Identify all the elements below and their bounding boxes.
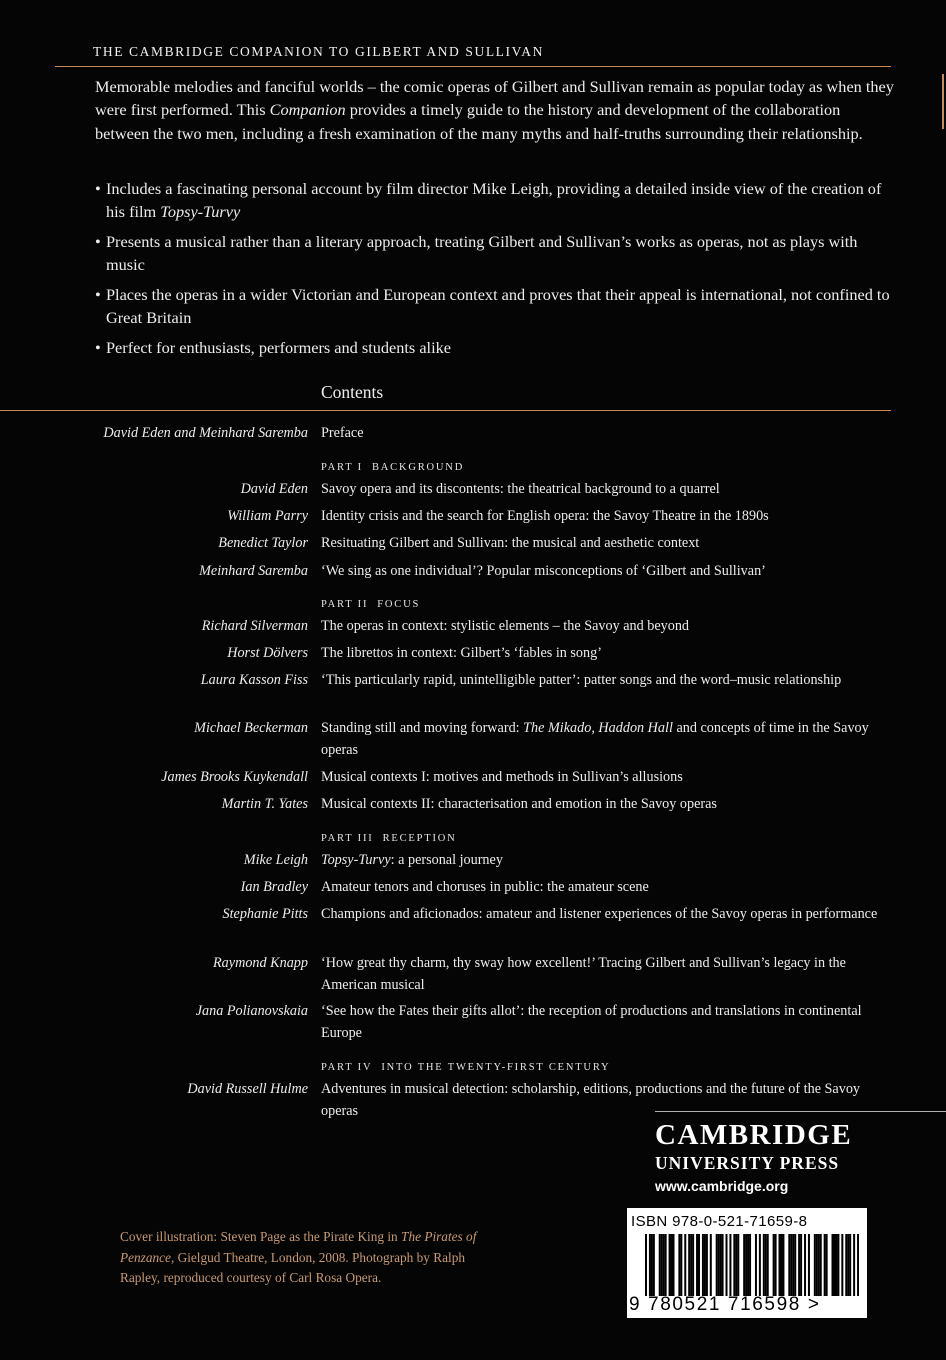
barcode-bar [849, 1234, 851, 1296]
spine-edge-mark [942, 74, 944, 129]
feature-item [95, 177, 895, 224]
barcode-bar [729, 1234, 731, 1296]
barcode-bar [767, 1234, 769, 1296]
barcode-bar [684, 1234, 686, 1296]
bullet-icon: • [95, 285, 101, 305]
part-name: INTO THE TWENTY-FIRST CENTURY [381, 1062, 611, 1073]
barcode-bar [690, 1234, 692, 1296]
barcode-bar [845, 1234, 847, 1296]
part-name: BACKGROUND [371, 462, 465, 473]
barcode-bar [688, 1234, 690, 1296]
barcode-bar [651, 1234, 653, 1296]
barcode-bar [837, 1234, 839, 1296]
part-number: PART I [321, 462, 363, 473]
toc-author: Stephanie Pitts [222, 906, 308, 922]
barcode-digits [629, 1294, 821, 1316]
description-text: provides a timely guide to the history and development of the collaboration between the two men, including a fresh examination of the many myths and half-truths surrounding their relationship. [95, 100, 863, 143]
barcode-bar [847, 1234, 849, 1296]
toc-author: Mike Leigh [243, 852, 308, 868]
barcode-bar [696, 1234, 698, 1296]
text-run: Musical contexts II: characterisation and emotion in the Savoy operas [321, 796, 717, 812]
description-paragraph [95, 75, 895, 145]
feature-item [95, 230, 895, 277]
description-emphasis: Companion [269, 100, 346, 120]
barcode-bar [763, 1234, 765, 1296]
barcode-bar [775, 1234, 777, 1296]
barcode-bar [790, 1234, 792, 1296]
barcode-bar [818, 1234, 820, 1296]
barcode-end-mark: > [807, 1294, 821, 1315]
toc-title [321, 1078, 886, 1122]
description-text: Memorable melodies and fanciful worlds – the comic operas of Gilbert and Sullivan remain as popular today as when they were first performed. This [95, 77, 894, 120]
part-heading [321, 1062, 610, 1073]
barcode-bar [800, 1234, 802, 1296]
toc-title [321, 1000, 886, 1044]
toc-title [321, 876, 886, 898]
barcode-bar [832, 1234, 834, 1296]
toc-title [321, 478, 886, 500]
toc-title [321, 952, 886, 996]
barcode-bar [669, 1234, 671, 1296]
barcode-bar [718, 1234, 720, 1296]
barcode-bar [792, 1234, 794, 1296]
barcode-bar [798, 1234, 800, 1296]
toc-author: Richard Silverman [201, 618, 308, 634]
feature-list [95, 177, 895, 366]
barcode-bar [645, 1234, 647, 1296]
barcode-bar [857, 1234, 859, 1296]
text-emphasis: The Mikado, Haddon Hall [523, 720, 673, 736]
text-emphasis: Topsy-Turvy [321, 852, 391, 868]
toc-title [321, 849, 886, 871]
toc-author: Jana Polianovskaia [195, 1003, 308, 1019]
toc-author: James Brooks Kuykendall [161, 769, 308, 785]
text-run: Identity crisis and the search for English opera: the Savoy Theatre in the 1890s [321, 508, 769, 524]
toc-title [321, 793, 886, 815]
toc-author: David Russell Hulme [187, 1081, 308, 1097]
barcode-bar [678, 1234, 680, 1296]
barcode-bar [814, 1234, 816, 1296]
toc-author: Martin T. Yates [221, 796, 308, 812]
barcode-bar [779, 1234, 781, 1296]
part-heading [321, 833, 457, 844]
part-number: PART II [321, 599, 369, 610]
barcode-bar [782, 1234, 784, 1296]
text-run: Preface [321, 425, 364, 441]
bullet-icon: • [95, 338, 101, 358]
barcode-bar [816, 1234, 818, 1296]
barcode-bar [716, 1234, 718, 1296]
text-run: ‘This particularly rapid, unintelligible patter’: patter songs and the word–music relationship [321, 672, 842, 688]
text-run: Musical contexts I: motives and methods in Sullivan’s allusions [321, 769, 683, 785]
barcode-bar [692, 1234, 694, 1296]
barcode-bar [794, 1234, 796, 1296]
toc-author: Laura Kasson Fiss [200, 672, 308, 688]
text-run: The operas in context: stylistic elements – the Savoy and beyond [321, 618, 690, 634]
text-run: and concepts of time in the Savoy operas [321, 720, 869, 758]
text-run: Amateur tenors and choruses in public: the amateur scene [321, 879, 649, 895]
barcode-bar [649, 1234, 651, 1296]
toc-title [321, 560, 886, 582]
barcode-bar [745, 1234, 747, 1296]
part-heading [321, 462, 464, 473]
part-name: FOCUS [377, 599, 421, 610]
contents-heading: Contents [321, 382, 384, 402]
text-run: Standing still and moving forward: [321, 720, 524, 736]
credit-text: Cover illustration: Steven Page as the Pirate King in [120, 1229, 402, 1244]
toc-author: Ian Bradley [240, 879, 308, 895]
text-emphasis: Topsy-Turvy [160, 202, 241, 222]
series-title: THE CAMBRIDGE COMPANION TO GILBERT AND SULLIVAN [93, 44, 544, 59]
toc-title [321, 422, 886, 444]
barcode-bar [702, 1234, 704, 1296]
barcode-bar [671, 1234, 673, 1296]
feature-item [95, 283, 895, 330]
text-run: Presents a musical rather than a literary approach, treating Gilbert and Sullivan’s works as operas, not as plays with music [106, 232, 858, 275]
text-run: Includes a fascinating personal account by film director Mike Leigh, providing a detailed inside view of the creation of his film [106, 179, 882, 222]
toc-title [321, 505, 886, 527]
barcode-bar [804, 1234, 806, 1296]
publisher-press: UNIVERSITY PRESS [655, 1153, 840, 1173]
text-run: ‘See how the Fates their gifts allot’: the reception of productions and translations in continental Europe [321, 1003, 862, 1041]
text-run: ‘We sing as one individual’? Popular misconceptions of ‘Gilbert and Sullivan’ [321, 563, 766, 579]
barcode-bar [833, 1234, 835, 1296]
barcode-bar [659, 1234, 661, 1296]
text-run: Places the operas in a wider Victorian and European context and proves that their appeal is international, not confined to Great Britain [106, 285, 890, 328]
barcode-bar [737, 1234, 739, 1296]
barcode-bar [726, 1234, 728, 1296]
isbn-label: ISBN 978-0-521-71659-8 [631, 1213, 808, 1230]
text-run: Resituating Gilbert and Sullivan: the musical and aesthetic context [321, 535, 700, 551]
bullet-icon: • [95, 232, 101, 252]
text-run: Adventures in musical detection: scholarship, editions, productions and the future of the Savoy operas [321, 1081, 861, 1119]
barcode-bar [841, 1234, 843, 1296]
toc-title [321, 642, 886, 664]
publisher-url: www.cambridge.org [655, 1178, 789, 1194]
text-run: : a personal journey [390, 852, 503, 868]
publisher-logo [655, 1120, 946, 1194]
credit-emphasis: The Pirates of Penzance [120, 1229, 477, 1265]
barcode-bar [788, 1234, 790, 1296]
barcode-bar [698, 1234, 700, 1296]
toc-author: David Eden and Meinhard Saremba [103, 425, 308, 441]
feature-item [95, 336, 895, 359]
barcode-bar [661, 1234, 663, 1296]
text-run: ‘How great thy charm, thy sway how excellent!’ Tracing Gilbert and Sullivan’s legacy in the American musical [321, 955, 846, 993]
toc-author: Raymond Knapp [213, 955, 308, 971]
toc-author: William Parry [227, 508, 308, 524]
barcode-bar [720, 1234, 722, 1296]
barcode-bar [853, 1234, 855, 1296]
barcode-bar [665, 1234, 667, 1296]
barcode-bar [824, 1234, 826, 1296]
barcode-bar [765, 1234, 767, 1296]
toc-author: Horst Dölvers [227, 645, 308, 661]
barcode-bar [735, 1234, 737, 1296]
publisher-name: CAMBRIDGE [655, 1119, 853, 1151]
barcode-bars [645, 1234, 859, 1296]
barcode-bar [808, 1234, 810, 1296]
barcode-bar [653, 1234, 655, 1296]
barcode-bar [706, 1234, 708, 1296]
barcode-bar [820, 1234, 822, 1296]
part-name: RECEPTION [382, 833, 457, 844]
contents-rule [0, 410, 891, 411]
barcode-bar [773, 1234, 775, 1296]
toc-title [321, 766, 886, 788]
barcode-bar [749, 1234, 751, 1296]
text-run: The librettos in context: Gilbert’s ‘fables in song’ [321, 645, 602, 661]
toc-author: David Eden [240, 481, 308, 497]
barcode-bar [826, 1234, 828, 1296]
toc-author: Meinhard Saremba [199, 563, 308, 579]
barcode-bar [710, 1234, 712, 1296]
barcode-bar [755, 1234, 757, 1296]
toc-title [321, 669, 886, 691]
cover-credit [120, 1227, 480, 1289]
toc-author: Benedict Taylor [218, 535, 308, 551]
barcode-bar [663, 1234, 665, 1296]
part-number: PART IV [321, 1062, 373, 1073]
barcode-bar [780, 1234, 782, 1296]
barcode-bar [722, 1234, 724, 1296]
part-number: PART III [321, 833, 374, 844]
part-heading [321, 599, 420, 610]
barcode-bar [759, 1234, 761, 1296]
publisher-rule [655, 1111, 946, 1112]
toc-author: Michael Beckerman [194, 720, 308, 736]
text-run: Savoy opera and its discontents: the theatrical background to a quarrel [321, 481, 720, 497]
bullet-icon: • [95, 179, 101, 198]
toc-title [321, 717, 886, 761]
barcode-bar [747, 1234, 749, 1296]
barcode-bar [672, 1234, 674, 1296]
barcode-bar [680, 1234, 682, 1296]
toc-title [321, 532, 886, 554]
toc-title [321, 903, 886, 925]
isbn-barcode [627, 1208, 867, 1318]
barcode-bar [743, 1234, 745, 1296]
barcode-bar [835, 1234, 837, 1296]
text-run: Champions and aficionados: amateur and listener experiences of the Savoy operas in performance [321, 906, 878, 922]
header-rule [55, 66, 891, 67]
text-run: Perfect for enthusiasts, performers and students alike [106, 338, 451, 358]
credit-text: , Gielgud Theatre, London, 2008. Photograph by Ralph Rapley, reproduced courtesy of Carl Rosa Opera. [120, 1249, 466, 1285]
toc-title [321, 615, 886, 637]
barcode-bar [733, 1234, 735, 1296]
barcode-number: 9 780521 716598 [629, 1294, 801, 1315]
barcode-bar [704, 1234, 706, 1296]
